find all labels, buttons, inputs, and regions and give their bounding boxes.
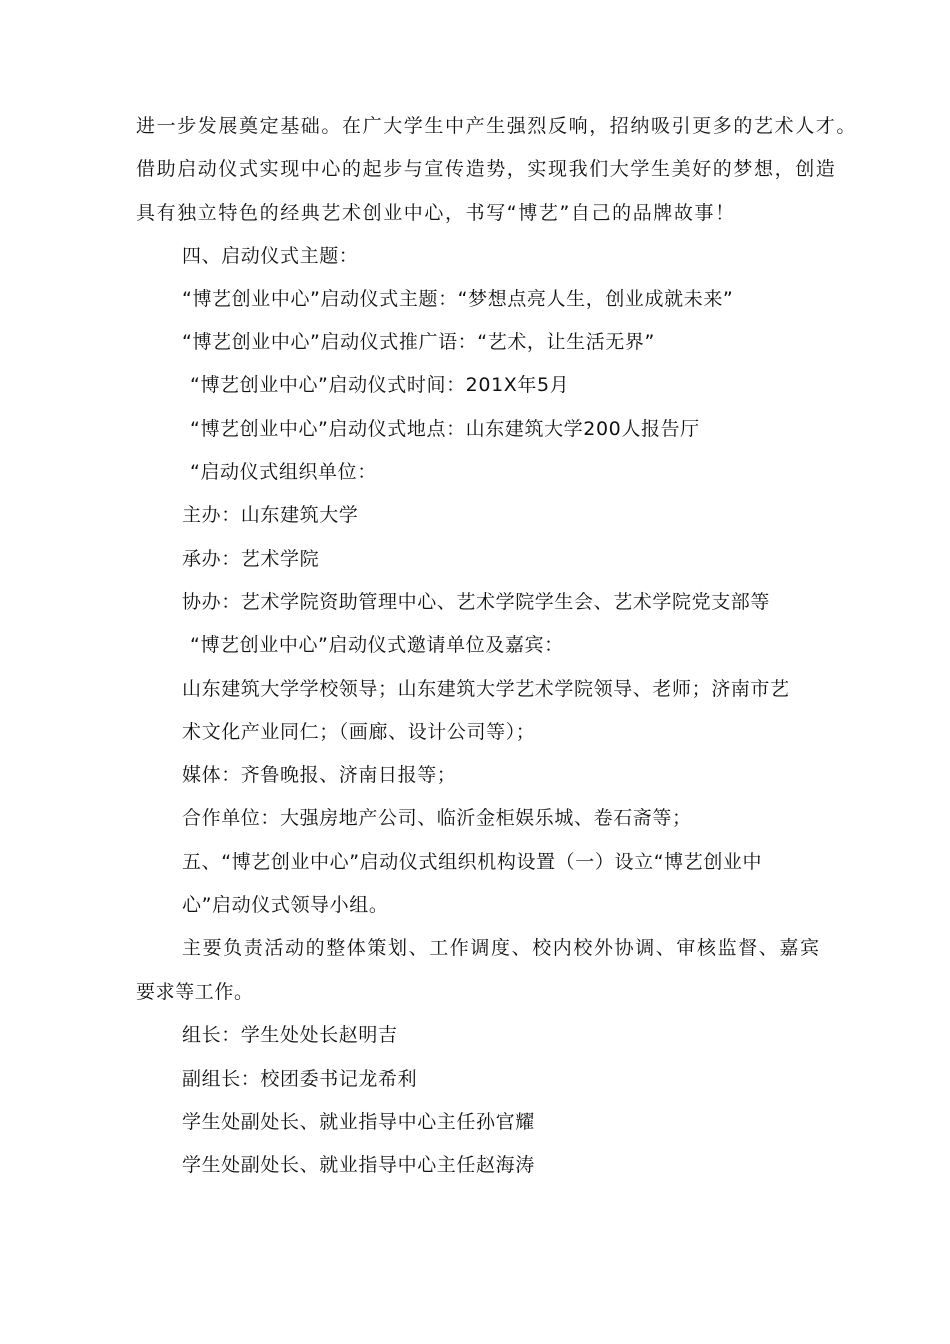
media-line: 媒体：齐鲁晚报、济南日报等；	[182, 764, 457, 786]
paragraph-line: 具有独立特色的经典艺术创业中心，书写“博艺”自己的品牌故事！	[136, 202, 736, 224]
guests-heading: “博艺创业中心”启动仪式邀请单位及嘉宾：	[190, 634, 564, 656]
leader-line: 组长：学生处处长赵明吉	[182, 1024, 398, 1046]
slogan-line: “博艺创业中心”启动仪式推广语：“艺术，让生活无界”	[182, 331, 655, 353]
time-line: “博艺创业中心”启动仪式时间：201X年5月	[190, 374, 570, 396]
theme-line: “博艺创业中心”启动仪式主题：“梦想点亮人生，创业成就未来”	[182, 288, 734, 310]
paragraph-line: 主要负责活动的整体策划、工作调度、校内校外协调、审核监督、嘉宾	[182, 937, 821, 959]
section-heading: 四、启动仪式主题：	[182, 245, 359, 267]
venue-line: “博艺创业中心”启动仪式地点：山东建筑大学200人报告厅	[190, 418, 700, 440]
paragraph-line: 要求等工作。	[136, 981, 254, 1003]
member-line: 学生处副处长、就业指导中心主任孙官耀	[182, 1111, 535, 1133]
section-heading: 心”启动仪式领导小组。	[182, 894, 389, 916]
member-line: 学生处副处长、就业指导中心主任赵海涛	[182, 1154, 535, 1176]
host-line: 主办：山东建筑大学	[182, 504, 359, 526]
partners-line: 合作单位：大强房地产公司、临沂金柜娱乐城、卷石斋等；	[182, 807, 692, 829]
undertaker-line: 承办：艺术学院	[182, 548, 320, 570]
co-organizer-line: 协办：艺术学院资助管理中心、艺术学院学生会、艺术学院党支部等	[182, 591, 771, 613]
paragraph-line: 借助启动仪式实现中心的起步与宣传造势，实现我们大学生美好的梦想，创造	[136, 158, 837, 180]
guests-line: 术文化产业同仁；（画廊、设计公司等）；	[182, 721, 536, 743]
guests-line: 山东建筑大学学校领导；山东建筑大学艺术学院领导、老师；济南市艺	[182, 678, 790, 700]
deputy-leader-line: 副组长：校团委书记龙希利	[182, 1068, 418, 1090]
section-heading: 五、“博艺创业中心”启动仪式组织机构设置（一）设立“博艺创业中	[182, 851, 763, 873]
paragraph-line: 进一步发展奠定基础。在广大学生中产生强烈反响，招纳吸引更多的艺术人才。	[136, 115, 858, 137]
organizer-heading: “启动仪式组织单位：	[190, 461, 377, 483]
